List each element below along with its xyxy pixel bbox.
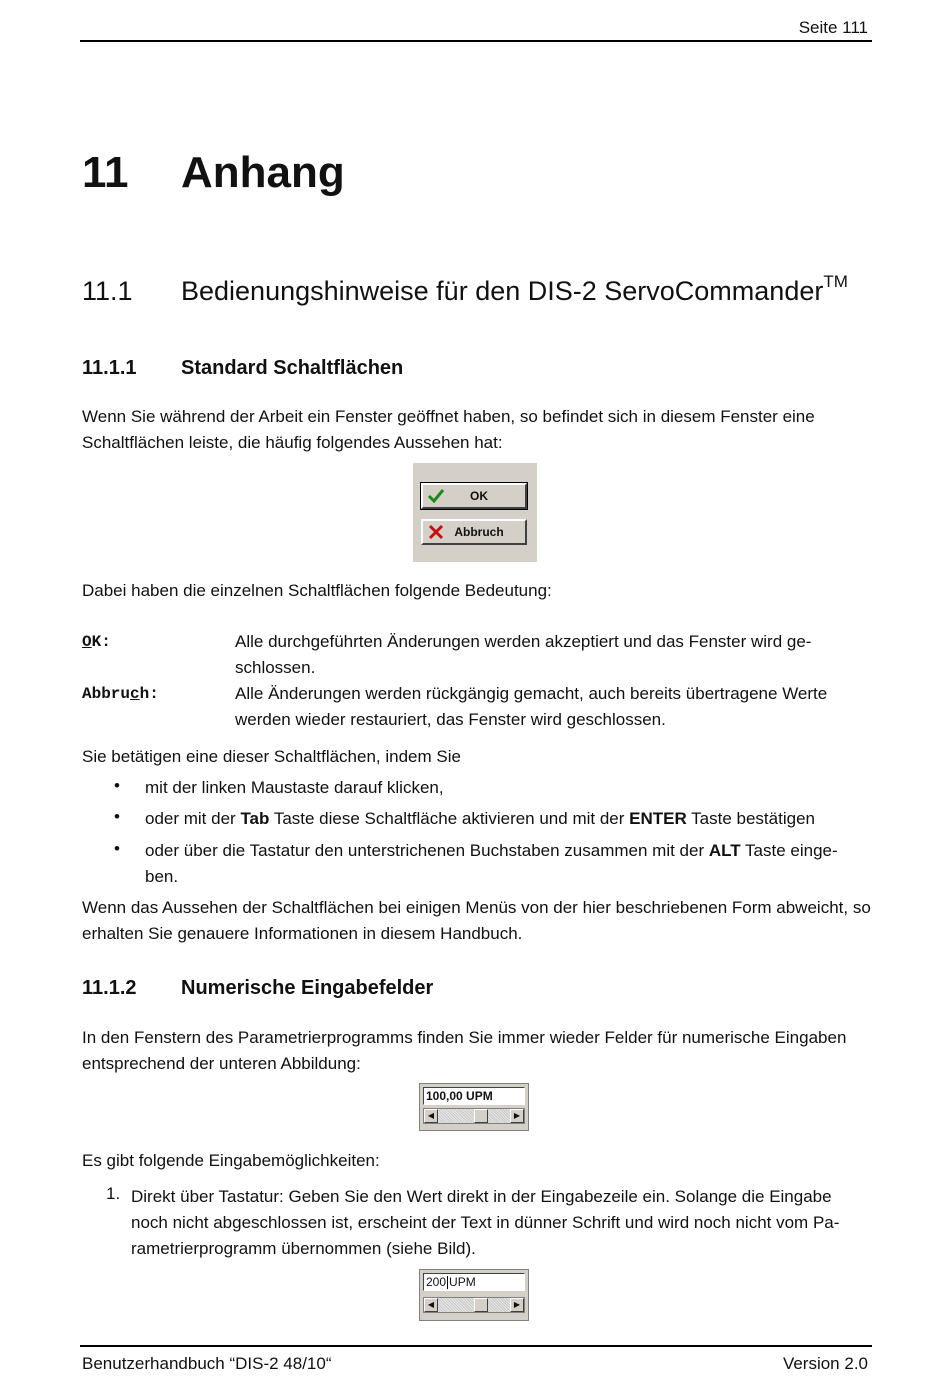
numeric-scrollbar[interactable]	[423, 1297, 525, 1313]
bullet-marker: •	[114, 776, 120, 795]
chapter-number: 11	[82, 148, 129, 197]
usage-intro: Sie betätigen eine dieser Schaltflächen, indem Sie	[82, 747, 461, 766]
subsection-title: Numerische Eingabefelder	[181, 977, 434, 999]
list-item-text: Direkt über Tastatur: Geben Sie den Wert direkt in der Eingabezeile ein. Solange die Eingabe noch nicht abgeschlossen ist, erscheint der Text in dünner Schrift und wird noch nicht vom Pa-rametrierprogramm übernommen (siehe Bild).	[131, 1187, 840, 1258]
scroll-thumb[interactable]	[474, 1298, 488, 1312]
ok-button-label: OK	[470, 489, 488, 503]
cancel-button[interactable]	[421, 519, 527, 545]
subsection-number: 11.1.2	[82, 977, 137, 999]
note-paragraph: Wenn das Aussehen der Schaltflächen bei einigen Menüs von der hier beschriebenen Form abweicht, so erhalten Sie genauere Informationen in diesem Handbuch.	[82, 898, 871, 943]
numeric-scrollbar[interactable]	[423, 1108, 525, 1124]
footer-title: Benutzerhandbuch “DIS-2 48/10“	[82, 1354, 332, 1373]
numeric-intro-paragraph: In den Fenstern des Parametrierprogramms finden Sie immer wieder Felder für numerische Eingaben entsprechend der unteren Abbildung:	[82, 1028, 847, 1073]
footer-rule	[80, 1345, 872, 1347]
definition-ok: Alle durchgeführten Änderungen werden akzeptiert und das Fenster wird ge-schlossen.	[235, 632, 812, 677]
bullet-item: oder über die Tastatur den unterstrichenen Buchstaben zusammen mit der ALT Taste einge-ben.	[145, 841, 838, 886]
subsection-number: 11.1.1	[82, 357, 137, 379]
numeric-input[interactable]: 100,00 UPM	[423, 1087, 525, 1105]
footer-version: Version 2.0	[782, 1354, 868, 1373]
scroll-right-arrow-icon[interactable]: ▶	[510, 1298, 524, 1312]
chapter-title: Anhang	[181, 148, 345, 197]
options-intro: Es gibt folgende Eingabemöglichkeiten:	[82, 1151, 380, 1170]
section-heading	[82, 272, 848, 307]
scroll-right-arrow-icon[interactable]: ▶	[510, 1109, 524, 1123]
buttons-intro-paragraph: Wenn Sie während der Arbeit ein Fenster geöffnet haben, so befindet sich in diesem Fenster eine Schaltflächen leiste, die häufig folgendes Aussehen hat:	[82, 407, 815, 452]
numeric-input-editing[interactable]: 200 UPM	[423, 1273, 525, 1291]
numeric-field-figure	[419, 1083, 529, 1131]
list-index: 1.	[106, 1184, 121, 1203]
subsection-heading-numeric	[82, 977, 433, 1000]
scroll-thumb[interactable]	[474, 1109, 488, 1123]
header-rule	[80, 40, 872, 42]
bullet-marker: •	[114, 807, 120, 826]
meaning-intro: Dabei haben die einzelnen Schaltflächen folgende Bedeutung:	[82, 581, 552, 600]
button-panel-figure	[413, 463, 537, 562]
definition-abbruch: Alle Änderungen werden rückgängig gemacht, auch bereits übertragene Werte werden wieder restauriert, das Fenster wird geschlossen.	[235, 684, 828, 729]
subsection-heading-buttons	[82, 357, 403, 380]
term-ok: OK:	[82, 633, 111, 651]
term-abbruch: Abbruch:	[82, 685, 159, 703]
trademark-mark: TM	[823, 272, 848, 291]
cancel-button-label: Abbruch	[454, 525, 504, 539]
scroll-left-arrow-icon[interactable]: ◀	[424, 1109, 438, 1123]
section-title: Bedienungshinweise für den DIS-2 ServoCommander	[181, 276, 824, 306]
subsection-title: Standard Schaltflächen	[181, 357, 404, 379]
text-caret	[447, 1276, 448, 1289]
numeric-field-editing-figure	[419, 1269, 529, 1321]
bullet-item: mit der linken Maustaste darauf klicken,	[145, 778, 444, 797]
bullet-item: oder mit der Tab Taste diese Schaltfläche aktivieren und mit der ENTER Taste bestätigen	[145, 809, 815, 828]
section-number: 11.1	[82, 276, 133, 306]
bullet-marker: •	[114, 839, 120, 858]
scroll-left-arrow-icon[interactable]: ◀	[424, 1298, 438, 1312]
ok-button[interactable]	[421, 483, 527, 509]
chapter-heading	[82, 148, 345, 198]
page-number: Seite 111	[798, 18, 868, 37]
